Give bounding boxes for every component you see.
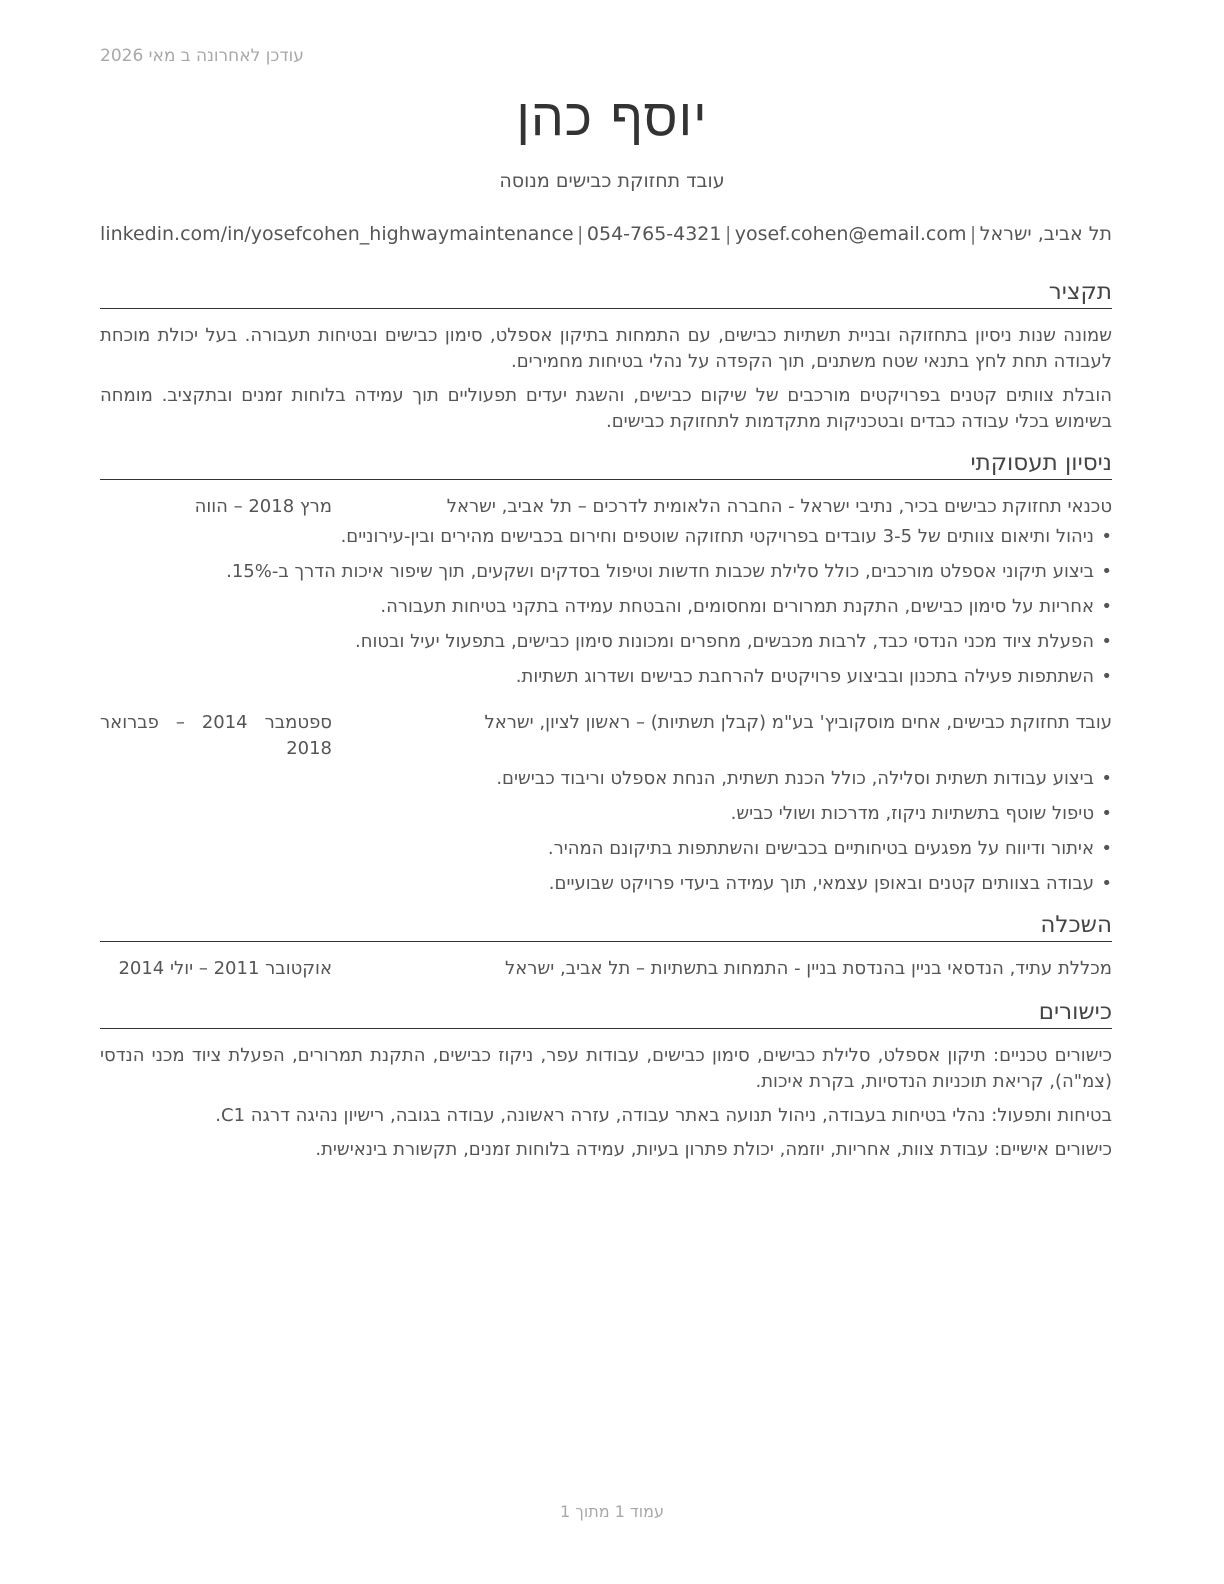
skills-line: בטיחות ותפעול: נהלי בטיחות בעבודה, ניהול תנועה באתר עבודה, עזרה ראשונה, עבודה בגובה, רישיון נהיגה דרגה C1. — [215, 1105, 1112, 1126]
last-updated: עודכן לאחרונה ב מאי 2026 — [100, 46, 304, 66]
job-date: מרץ 2018 – הווה — [194, 496, 332, 517]
experience-section — [100, 449, 1112, 897]
experience-title: ניסיון תעסוקתי — [100, 449, 1112, 480]
candidate-subtitle: עובד תחזוקת כבישים מנוסה — [499, 170, 725, 192]
skills-line: כישורים אישיים: עבודת צוות, אחריות, יוזמה, יכולת פתרון בעיות, עמידה בלוחות זמנים, תקשורת בינאישית. — [315, 1139, 1112, 1160]
summary-title: תקציר — [100, 278, 1112, 309]
job-bullet: • השתתפות פעילה בתכנון ובביצוע פרויקטים להרחבת כבישים ושדרוג תשתיות. — [100, 664, 1112, 690]
skills-section — [100, 998, 1112, 1163]
job-title: טכנאי תחזוקת כבישים בכיר, נתיבי ישראל - החברה הלאומית לדרכים – תל אביב, ישראל — [446, 496, 1112, 517]
job-bullet: • איתור ודיווח על מפגעים בטיחותיים בכבישים והשתתפות בתיקונם המהיר. — [100, 836, 1112, 862]
education-entry — [100, 956, 1112, 982]
job-bullet: • ביצוע עבודות תשתית וסלילה, כולל הכנת תשתית, הנחת אספלט וריבוד כבישים. — [100, 766, 1112, 792]
summary-paragraph: הובלת צוותים קטנים בפרויקטים מורכבים של שיקום כבישים, והשגת יעדים תפעוליים תוך עמידה בלוחות זמנים ובתקציב. מומחה בשימוש בכלי עבודה כבדים ובטכניקות מתקדמות לתחזוקת כבישים. — [100, 385, 1112, 432]
contact-email[interactable]: yosef.cohen@email.com — [734, 223, 967, 245]
job-bullets — [100, 524, 1112, 690]
skills-title: כישורים — [100, 998, 1112, 1029]
job-entry — [100, 494, 1112, 690]
summary-paragraph: שמונה שנות ניסיון בתחזוקה ובניית תשתיות כבישים, עם התמחות בתיקון אספלט, סימון כבישים ובטיחות תעבורה. בעל יכולת מוכחת לעבודה תחת לחץ בתנאי שטח משתנים, תוך הקפדה על נהלי בטיחות מחמירים. — [100, 325, 1112, 372]
contact-phone[interactable]: 054-765-4321 — [586, 223, 722, 245]
job-entry — [100, 710, 1112, 897]
job-title: עובד תחזוקת כבישים, אחים מוסקוביץ' בע"מ (קבלן תשתיות) – ראשון לציון, ישראל — [484, 712, 1112, 733]
contact-separator: | — [577, 223, 584, 245]
education-title: השכלה — [100, 911, 1112, 942]
contact-separator: | — [969, 223, 977, 245]
job-bullets — [100, 766, 1112, 897]
contact-line — [100, 223, 1112, 245]
job-date: ספטמבר 2014 – פברואר 2018 — [100, 712, 332, 759]
education-title-line: מכללת עתיד, הנדסאי בניין בהנדסת בניין - התמחות בתשתיות – תל אביב, ישראל — [505, 958, 1112, 979]
job-header — [100, 494, 1112, 520]
candidate-name: יוסף כהן — [516, 88, 708, 148]
skills-line: כישורים טכניים: תיקון אספלט, סלילת כבישים, סימון כבישים, עבודות עפר, ניקוז כבישים, התקנת תמרורים, הפעלת ציוד מכני הנדסי (צמ"ה), קריאת תוכניות הנדסיות, בקרת איכות. — [100, 1045, 1112, 1092]
job-bullet: • הפעלת ציוד מכני הנדסי כבד, לרבות מכבשים, מחפרים ומכונות סימון כבישים, בתפעול יעיל ובטוח. — [100, 629, 1112, 655]
education-section — [100, 911, 1112, 982]
job-bullet: • ביצוע תיקוני אספלט מורכבים, כולל סלילת שכבות חדשות וטיפול בסדקים ושקעים, תוך שיפור איכות הדרך ב-15%. — [100, 559, 1112, 585]
summary-section — [100, 278, 1112, 435]
education-date: אוקטובר 2011 – יולי 2014 — [118, 958, 332, 979]
page-number: עמוד 1 מתוך 1 — [560, 1502, 664, 1521]
job-bullet: • טיפול שוטף בתשתיות ניקוז, מדרכות ושולי כביש. — [100, 801, 1112, 827]
contact-location: תל אביב, ישראל — [979, 223, 1112, 245]
job-bullet: • עבודה בצוותים קטנים ובאופן עצמאי, תוך עמידה ביעדי פרויקט שבועיים. — [100, 871, 1112, 897]
contact-linkedin[interactable]: linkedin.com/in/yosefcohen_highwaymaintenance — [100, 223, 574, 245]
resume-content — [100, 278, 1112, 1171]
job-bullet: • אחריות על סימון כבישים, התקנת תמרורים ומחסומים, והבטחת עמידה בתקני בטיחות תעבורה. — [100, 594, 1112, 620]
job-bullet: • ניהול ותיאום צוותים של 3-5 עובדים בפרויקטי תחזוקה שוטפים וחירום בכבישים מהירים ובין-עירוניים. — [100, 524, 1112, 550]
contact-separator: | — [724, 223, 732, 245]
job-header — [100, 710, 1112, 762]
